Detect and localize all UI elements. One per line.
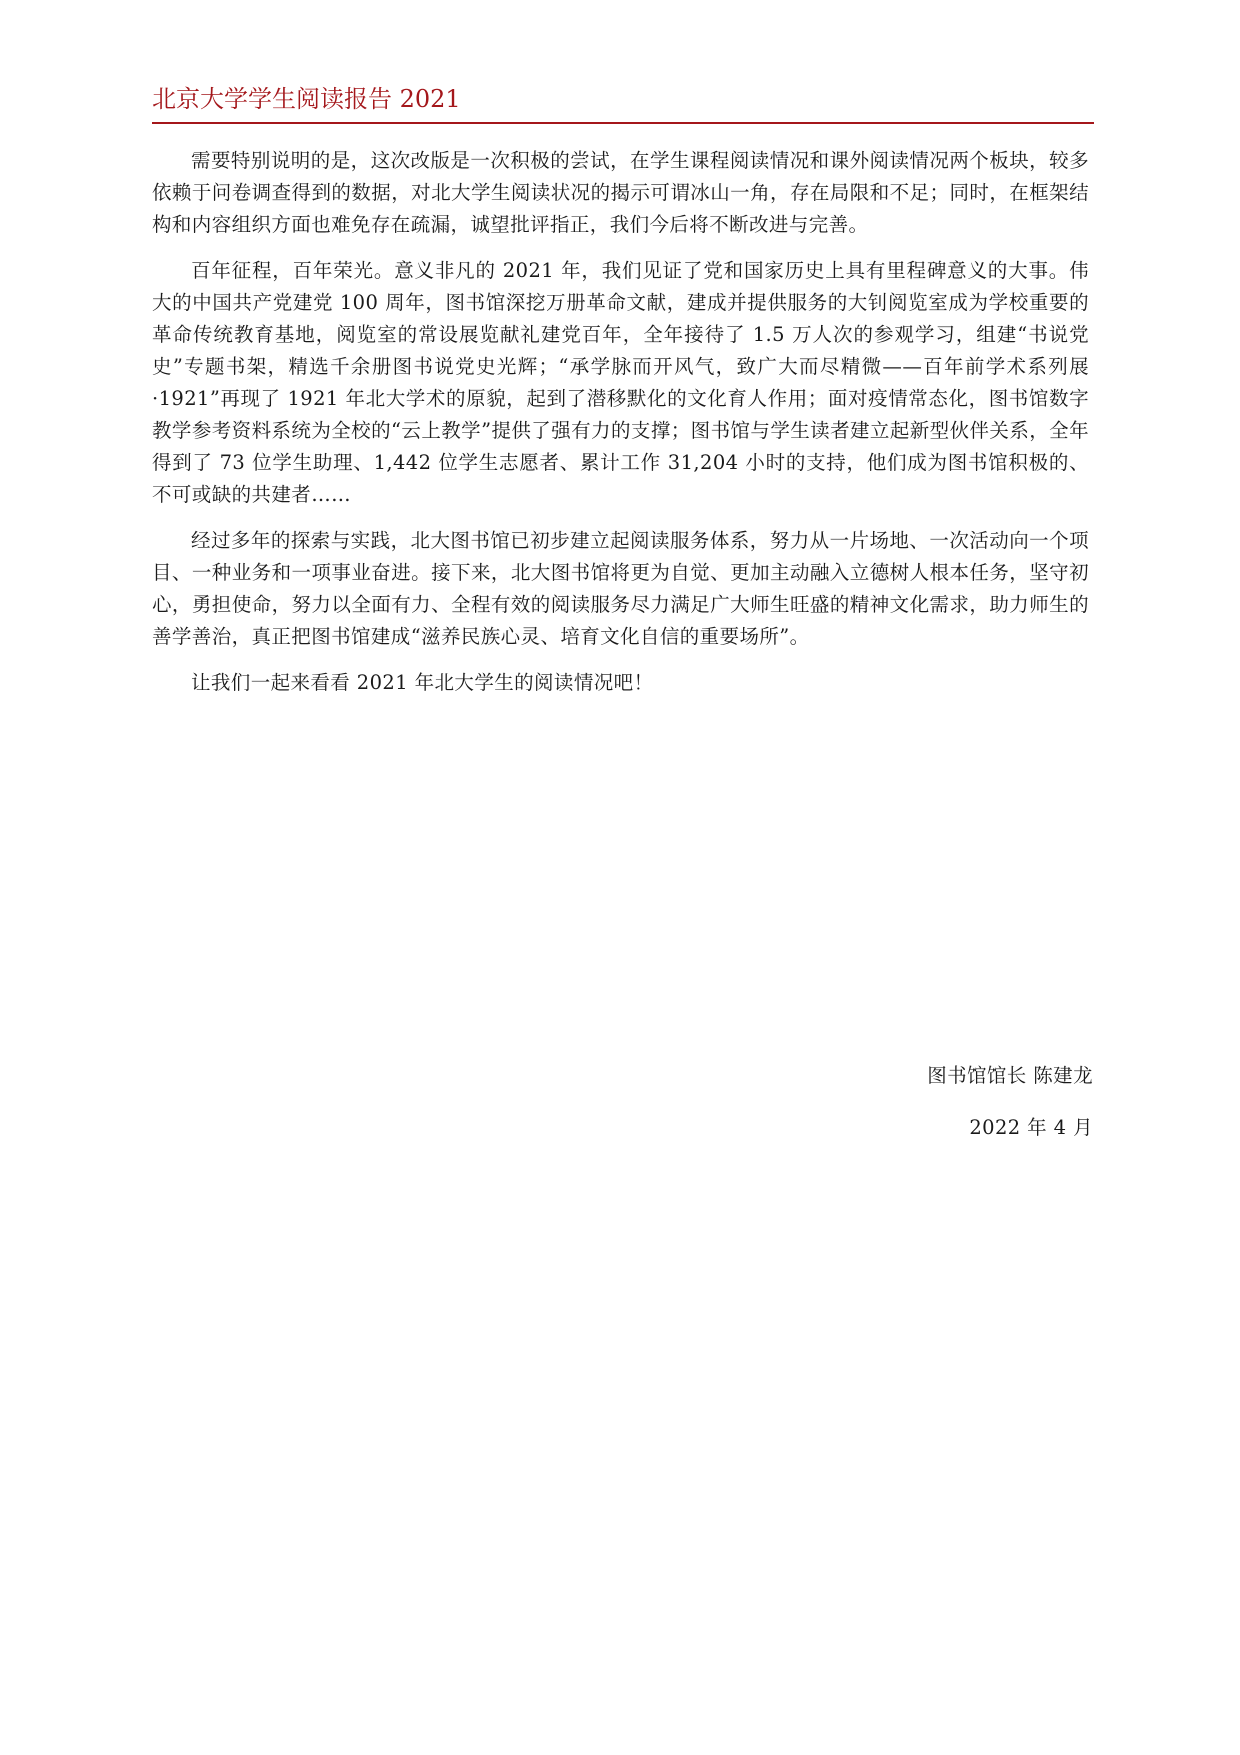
paragraph-closing: 让我们一起来看看 2021 年北大学生的阅读情况吧！	[191, 671, 654, 694]
signature-author: 图书馆馆长 陈建龙	[927, 1064, 1093, 1087]
preface-body	[152, 145, 1089, 713]
paragraph-service-system: 经过多年的探索与实践，北大图书馆已初步建立起阅读服务体系，努力从一片场地、一次活动向一个项目、一种业务和一项事业奋进。接下来，北大图书馆将更为自觉、更加主动融入立德树人根本任务，坚守初心，勇担使命，努力以全面有力、全程有效的阅读服务尽力满足广大师生旺盛的精神文化需求，助力师生的善学善治，真正把图书馆建成“滋养民族心灵、培育文化自信的重要场所”。	[152, 529, 1089, 648]
signature-block	[927, 1060, 1093, 1144]
paragraph-centenary: 百年征程，百年荣光。意义非凡的 2021 年，我们见证了党和国家历史上具有里程碑意义的大事。伟大的中国共产党建党 100 周年，图书馆深挖万册革命文献，建成并提供服务的大钊阅览室成为学校重要的革命传统教育基地，阅览室的常设展览献礼建党百年，全年接待了 1.5 万人次的参观学习，组建“书说党史”专题书架，精选千余册图书说党史光辉；“承学脉而开风气，致广大而尽精微——百年前学术系列展·1921”再现了 1921 年北大学术的原貌，起到了潜移默化的文化育人作用；面对疫情常态化，图书馆数字教学参考资料系统为全校的“云上教学”提供了强有力的支撑；图书馆与学生读者建立起新型伙伴关系，全年得到了 73 位学生助理、1,442 位学生志愿者、累计工作 31,204 小时的支持，他们成为图书馆积极的、不可或缺的共建者……	[152, 259, 1089, 506]
paragraph-revision-note: 需要特别说明的是，这次改版是一次积极的尝试，在学生课程阅读情况和课外阅读情况两个板块，较多依赖于问卷调查得到的数据，对北大学生阅读状况的揭示可谓冰山一角，存在局限和不足；同时，在框架结构和内容组织方面也难免存在疏漏，诚望批评指正，我们今后将不断改进与完善。	[152, 149, 1089, 236]
signature-date: 2022 年 4 月	[969, 1116, 1093, 1139]
page-header	[152, 82, 1094, 124]
header-divider	[152, 122, 1094, 124]
report-title: 北京大学学生阅读报告 2021	[152, 85, 461, 113]
